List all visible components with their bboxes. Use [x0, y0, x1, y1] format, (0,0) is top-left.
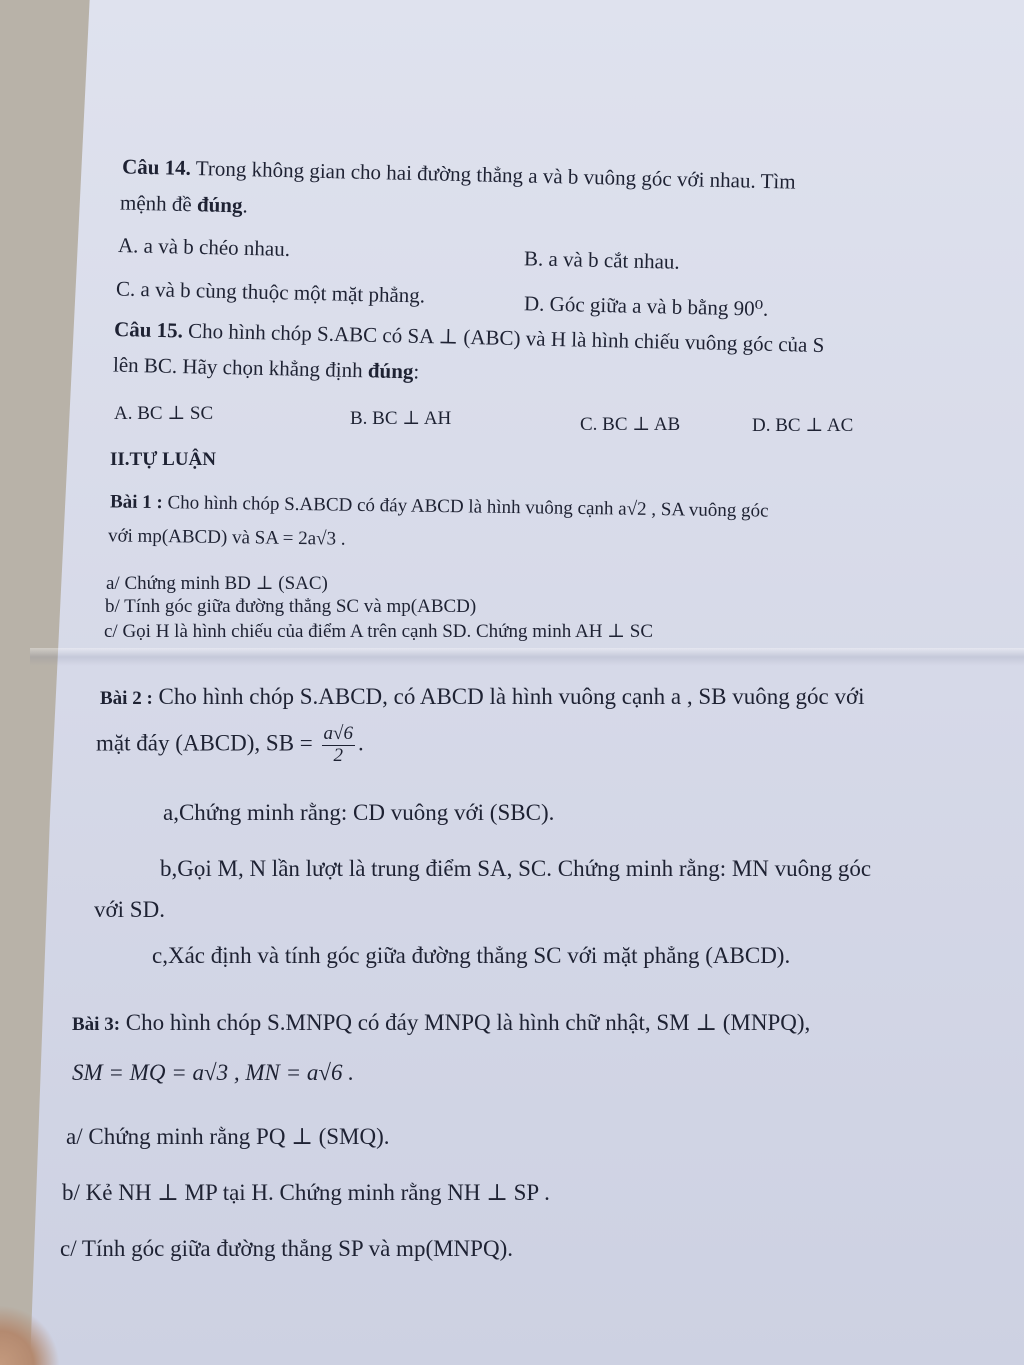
q14-label: Câu 14. — [121, 154, 192, 180]
q14-line2 — [120, 191, 248, 219]
bai1-text1: Cho hình chóp S.ABCD có đáy ABCD là hình vuông cạnh a√2 , SA vuông góc — [167, 492, 769, 522]
bai3-label: Bài 3: — [72, 1014, 121, 1035]
bai3-line1 — [72, 1010, 810, 1036]
section-title: II.TỰ LUẬN — [110, 449, 216, 470]
bai2-text1: Cho hình chóp S.ABCD, có ABCD là hình vuông cạnh a , SB vuông góc với — [158, 684, 865, 709]
bai3-part-a: a/ Chứng minh rằng PQ ⊥ (SMQ). — [66, 1124, 390, 1149]
bai2-part-a: a,Chứng minh rằng: CD vuông với (SBC). — [163, 800, 555, 825]
bai1-part-c: c/ Gọi H là hình chiếu của điểm A trên cạnh SD. Chứng minh AH ⊥ SC — [104, 621, 654, 642]
bai2-part-b1: b,Gọi M, N lần lượt là trung điểm SA, SC. Chứng minh rằng: MN vuông góc — [160, 856, 872, 881]
finger-shadow — [0, 1305, 60, 1365]
q14-text1: Trong không gian cho hai đường thẳng a và b vuông góc với nhau. Tìm — [195, 156, 796, 194]
bai2-frac-denominator: 2 — [333, 744, 343, 766]
q15-text2-end: : — [413, 359, 420, 384]
q14-option-b: B. a và b cắt nhau. — [523, 246, 680, 274]
bai3-part-c: c/ Tính góc giữa đường thẳng SP và mp(MNPQ). — [60, 1236, 513, 1261]
q15-text1: Cho hình chóp S.ABC có SA ⊥ (ABC) và H là hình chiếu vuông góc của S — [187, 318, 825, 358]
bai2-line2 — [96, 724, 364, 767]
q15-option-d: D. BC ⊥ AC — [752, 415, 854, 436]
bai2-line1 — [100, 684, 865, 710]
bai2-text2: mặt đáy (ABCD), SB = — [96, 730, 313, 756]
q15-label: Câu 15. — [113, 316, 184, 343]
q14-option-a: A. a và b chéo nhau. — [117, 233, 291, 261]
bai3-text2: SM = MQ = a√3 , MN = a√6 . — [72, 1060, 354, 1085]
q15-option-c: C. BC ⊥ AB — [580, 414, 681, 435]
bai2-part-c: c,Xác định và tính góc giữa đường thẳng SC với mặt phẳng (ABCD). — [152, 943, 791, 968]
q14-option-d: D. Góc giữa a và b bằng 90⁰. — [523, 291, 769, 321]
bai3-text1: Cho hình chóp S.MNPQ có đáy MNPQ là hình chữ nhật, SM ⊥ (MNPQ), — [125, 1010, 811, 1035]
bai1-part-b: b/ Tính góc giữa đường thẳng SC và mp(ABCD) — [105, 596, 477, 617]
q15-text2-bold: đúng — [367, 358, 414, 384]
q14-option-c: C. a và b cùng thuộc một mặt phẳng. — [115, 276, 426, 308]
q14-text2-bold: đúng — [196, 192, 243, 218]
bai3-part-b: b/ Kẻ NH ⊥ MP tại H. Chứng minh rằng NH ⊥ SP . — [62, 1180, 550, 1205]
bai1-part-a: a/ Chứng minh BD ⊥ (SAC) — [106, 573, 328, 594]
bai1-label: Bài 1 : — [109, 491, 163, 514]
bai2-frac-numerator: a√6 — [323, 723, 353, 744]
paper-fold — [30, 648, 1024, 666]
bai2-text2-end: . — [357, 730, 364, 756]
bai2-part-b2: với SD. — [94, 897, 165, 922]
bai2-label: Bài 2 : — [100, 688, 153, 709]
bai2-fraction — [322, 724, 355, 767]
q15-option-b: B. BC ⊥ AH — [350, 408, 452, 429]
q15-option-a: A. BC ⊥ SC — [114, 403, 214, 424]
q14-text2-end: . — [242, 193, 249, 218]
q15-text2: lên BC. Hãy chọn khẳng định — [112, 352, 363, 383]
bai1-text2: với mp(ABCD) và SA = 2a√3 . — [107, 525, 346, 550]
q14-text2: mệnh đề — [119, 190, 193, 217]
